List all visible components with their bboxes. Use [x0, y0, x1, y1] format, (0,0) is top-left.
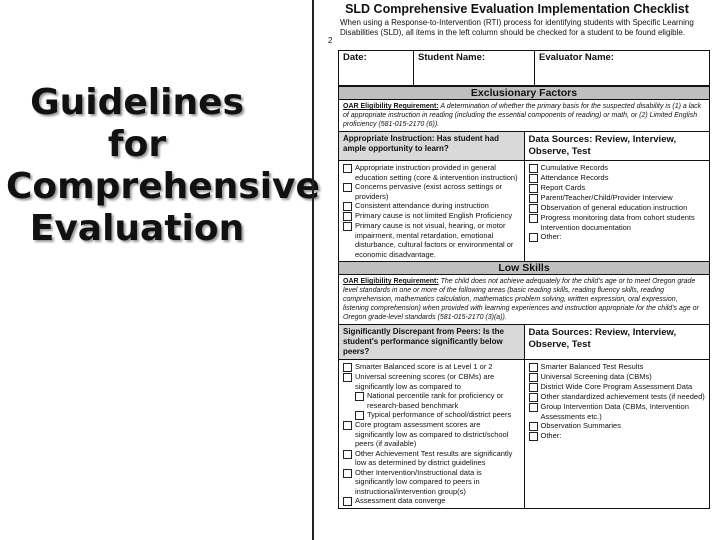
checklist-item: [343, 211, 520, 221]
checkbox[interactable]: [529, 194, 538, 203]
checklist-item-label: Assessment data converge: [355, 496, 446, 505]
low-skills-headers: [338, 324, 710, 359]
checklist-item-label: Report Cards: [540, 183, 586, 192]
checklist-item: [529, 213, 706, 232]
checklist-item-label: Smarter Balanced score is at Level 1 or 2: [355, 362, 493, 371]
exclusionary-right-list: [525, 161, 710, 261]
checkbox[interactable]: [529, 363, 538, 372]
requirement-label: OAR Eligibility Requirement:: [343, 278, 439, 285]
exclusionary-items: [338, 160, 710, 261]
checklist-item-label: Progress monitoring data from cohort students Intervention documentation: [540, 213, 695, 232]
checklist-item: [529, 183, 706, 193]
checklist-document: [312, 0, 720, 540]
checklist-item: [529, 421, 706, 431]
requirement-text: A determination of whether the primary basis for the suspected disability is (1) a lack of appropriate instruction in reading (including the essential components of reading) or math, or (2) Limited English proficiency (581-015-2170 (6)).: [343, 103, 702, 128]
date-field: Date:: [339, 51, 414, 85]
checklist-item: [343, 449, 520, 468]
checklist-item: [343, 362, 520, 372]
checklist-item-label: Appropriate instruction provided in general education setting (core & intervention instruction): [355, 163, 518, 182]
checklist-item: [529, 382, 706, 392]
low-skills-left-list: [339, 360, 525, 508]
checklist-item-label: Other Achievement Test results are significantly low as determined by district guidelines: [355, 448, 513, 467]
checklist-item: [343, 372, 520, 391]
data-sources-header: Data Sources: Review, Interview, Observe, Test: [528, 134, 677, 157]
checkbox[interactable]: [529, 204, 538, 213]
checkbox[interactable]: [343, 164, 352, 173]
checkbox[interactable]: [343, 373, 352, 382]
checklist-item: [343, 496, 520, 506]
checklist-item: [529, 203, 706, 213]
checkbox[interactable]: [529, 214, 538, 223]
checkbox[interactable]: [343, 469, 352, 478]
checklist-item-label: Other Intervention/Instructional data is significantly low compared to peers in instructional/intervention group(s): [355, 467, 482, 496]
checklist-item-label: District Wide Core Program Assessment Data: [540, 382, 693, 391]
document-intro: When using a Response-to-Intervention (RTI) process for identifying students with Specific Learning Disabilities (SLD), all items in the left column should be checked for a student to be found eligible.: [340, 18, 694, 37]
checklist-item-label: National percentile rank for proficiency or research-based benchmark: [367, 391, 504, 410]
checklist-item-label: Universal Screening data (CBMs): [540, 372, 652, 381]
checklist-item: [343, 468, 520, 497]
checklist-item-label: Observation Summaries: [540, 421, 621, 430]
checkbox[interactable]: [529, 174, 538, 183]
checklist-item: [343, 391, 520, 410]
student-name-field: Student Name:: [414, 51, 535, 85]
exclusionary-left-list: [339, 161, 525, 261]
checklist-item-label: Smarter Balanced Test Results: [540, 362, 644, 371]
checklist-item: [529, 232, 706, 242]
checklist-item-label: Observation of general education instruction: [540, 203, 688, 212]
appropriate-instruction-header: Appropriate Instruction: Has student had ample opportunity to learn?: [339, 132, 525, 160]
exclusionary-headers: [338, 131, 710, 160]
low-skills-items: [338, 359, 710, 509]
evaluator-name-field: Evaluator Name:: [539, 52, 614, 63]
checkbox[interactable]: [529, 403, 538, 412]
checklist-item: [343, 163, 520, 182]
checklist-item-label: Consistent attendance during instruction: [355, 201, 489, 210]
exclusionary-factors-title: Exclusionary Factors: [338, 86, 710, 99]
checkbox[interactable]: [343, 222, 352, 231]
checklist-item: [343, 221, 520, 259]
checkbox[interactable]: [355, 411, 364, 420]
data-sources-header: Data Sources: Review, Interview, Observe, Test: [528, 327, 677, 350]
requirement-label: OAR Eligibility Requirement:: [343, 103, 439, 110]
checklist-item-label: Primary cause is not limited English Proficiency: [355, 211, 513, 220]
checklist-item: [529, 402, 706, 421]
checkbox[interactable]: [529, 184, 538, 193]
checklist-item: [529, 362, 706, 372]
checklist-item: [529, 392, 706, 402]
checklist-item: [529, 372, 706, 382]
checklist-item-label: Typical performance of school/district peers: [367, 410, 512, 419]
checklist-item: [529, 431, 706, 441]
low-skills-right-list: [525, 360, 710, 508]
checklist-item: [343, 410, 520, 420]
checkbox[interactable]: [343, 421, 352, 430]
checklist-item-label: Parent/Teacher/Child/Provider Interview: [540, 193, 673, 202]
checklist-item: [343, 201, 520, 211]
low-skills-title: Low Skills: [338, 261, 710, 274]
checkbox[interactable]: [529, 422, 538, 431]
checkbox[interactable]: [529, 432, 538, 441]
checklist-item: [529, 173, 706, 183]
header-fields-row: [338, 50, 710, 86]
page-number: 2: [328, 36, 333, 45]
exclusionary-requirement: [338, 99, 710, 131]
discrepant-from-peers-header: Significantly Discrepant from Peers: Is the student's performance significantly below peers?: [339, 325, 525, 359]
checkbox[interactable]: [343, 183, 352, 192]
checklist-item-label: Other:: [540, 232, 562, 241]
checklist-item: [529, 193, 706, 203]
checklist-form: [338, 50, 710, 509]
checkbox[interactable]: [343, 497, 352, 506]
checkbox[interactable]: [355, 392, 364, 401]
checklist-item: [343, 182, 520, 201]
checkbox[interactable]: [343, 212, 352, 221]
requirement-text: The child does not achieve adequately for the child's age or to meet Oregon grade level standards in one or more of the following areas (basic reading skills, reading fluency skills, reading comprehension, mathematics calculation, mathematics problem solving, written expression, oral expression, listening comprehension) when provided with learning experiences and instruction appropriate for the child's age or Oregon grade-level standards (581-015-2170 (3)(a)).: [343, 278, 699, 321]
checklist-item-label: Group Intervention Data (CBMs, Intervention Assessments etc.): [540, 402, 689, 421]
checkbox[interactable]: [343, 202, 352, 211]
checklist-item-label: Cumulative Records: [540, 163, 609, 172]
checklist-item-label: Other standardized achievement tests (if needed): [540, 392, 705, 401]
checkbox[interactable]: [529, 373, 538, 382]
checkbox[interactable]: [529, 393, 538, 402]
checkbox[interactable]: [343, 363, 352, 372]
checklist-item-label: Primary cause is not visual, hearing, or motor impairment, mental retardation, emotional disturbance, cultural factors or environmental or economic disadvantage.: [355, 221, 514, 259]
checkbox[interactable]: [529, 383, 538, 392]
checklist-item: [529, 163, 706, 173]
document-title: SLD Comprehensive Evaluation Implementation Checklist: [345, 2, 689, 16]
low-skills-requirement: [338, 274, 710, 324]
checklist-item-label: Other:: [540, 431, 562, 440]
checklist-item-label: Universal screening scores (or CBMs) are significantly low as compared to: [355, 372, 495, 391]
checklist-item-label: Core program assessment scores are significantly low as compared to district/school peers (if available): [355, 420, 509, 448]
slide-title: Guidelines for Comprehensive Evaluation: [6, 82, 320, 249]
checklist-item-label: Concerns pervasive (exist across settings or providers): [355, 182, 503, 201]
checkbox[interactable]: [529, 233, 538, 242]
checkbox[interactable]: [529, 164, 538, 173]
checklist-item-label: Attendance Records: [540, 173, 609, 182]
checkbox[interactable]: [343, 450, 352, 459]
checklist-item: [343, 420, 520, 449]
